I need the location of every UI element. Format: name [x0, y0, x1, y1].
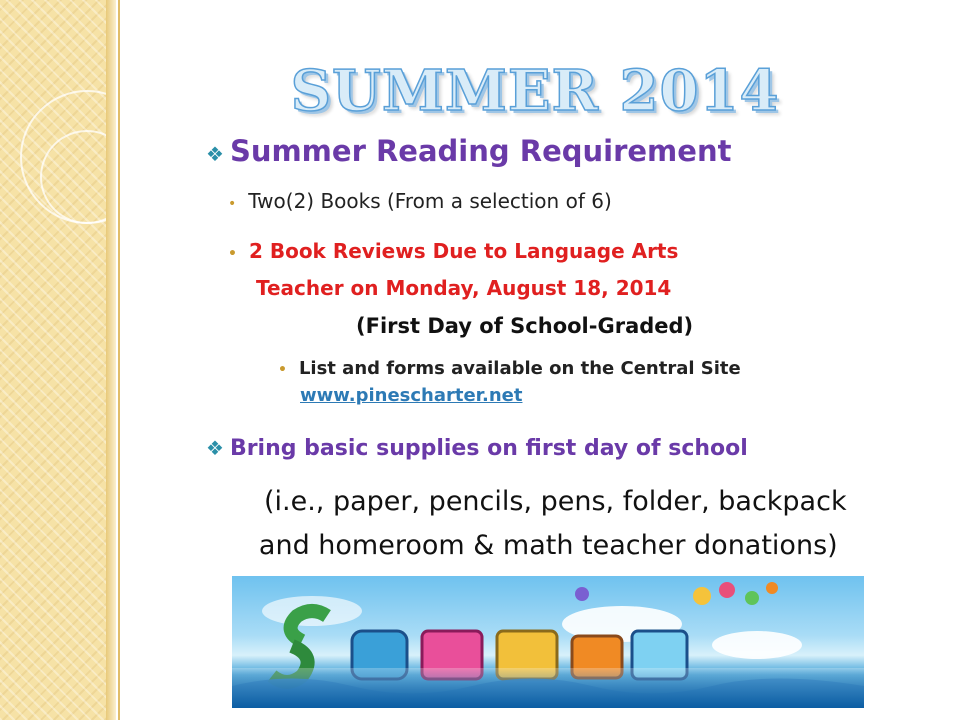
pinescharter-link[interactable]: www.pinescharter.net	[300, 385, 523, 406]
heading-bring-supplies: ❖ Bring basic supplies on first day of school	[206, 436, 748, 461]
diamond-bullet-icon: ❖	[206, 142, 224, 166]
bullet-books: • Two(2) Books (From a selection of 6)	[228, 189, 612, 213]
heading-reading-requirement: ❖ Summer Reading Requirement	[206, 134, 732, 168]
bullet-reviews-line2: Teacher on Monday, August 18, 2014	[256, 276, 672, 300]
first-day-note: (First Day of School-Graded)	[356, 314, 694, 338]
dot-bullet-icon: •	[228, 246, 237, 262]
dot-bullet-icon: •	[278, 362, 287, 378]
supplies-line2: and homeroom & math teacher donations)	[258, 530, 838, 561]
bullet-forms: • List and forms available on the Central Site www.pinescharter.net	[278, 358, 741, 406]
summer-banner-image	[232, 576, 864, 708]
slide-title: SUMMER 2014	[290, 58, 780, 124]
dot-bullet-icon: •	[228, 196, 237, 212]
supplies-list	[250, 480, 847, 568]
supplies-line1: (i.e., paper, pencils, pens, folder, backpack	[264, 486, 847, 517]
diamond-bullet-icon: ❖	[206, 436, 224, 460]
bullet-reviews: • 2 Book Reviews Due to Language Arts Teacher on Monday, August 18, 2014	[228, 234, 678, 305]
